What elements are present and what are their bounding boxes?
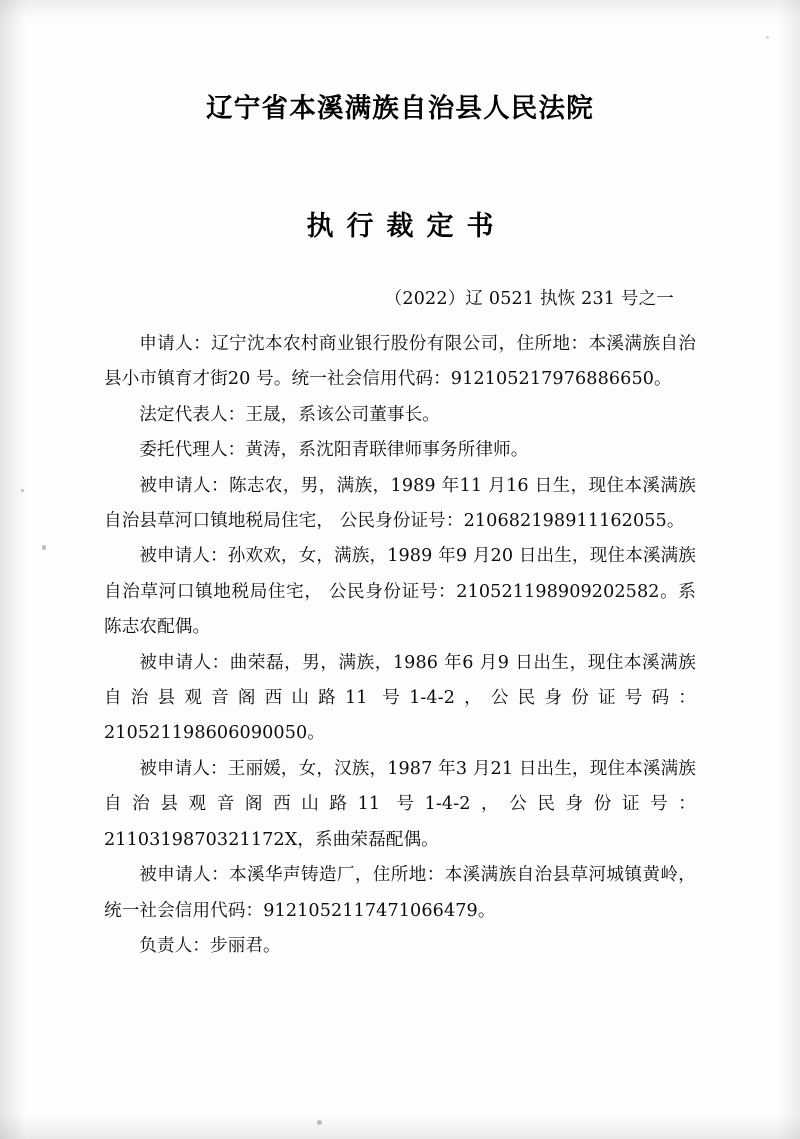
paragraph: 被申请人：孙欢欢，女，满族，1989 年9 月20 日出生，现住本溪满族自治草河口镇地税局住宅， 公民身份证号：210521198909202582。系陈志农配偶。 <box>104 546 696 638</box>
paragraph: 委托代理人：黄涛，系沈阳青联律师事务所律师。 <box>139 440 529 461</box>
scan-speck <box>21 489 24 492</box>
scan-speck <box>317 1120 322 1125</box>
paragraph: 被申请人：王丽媛，女，汉族，1987 年3 月21 日出生，现住本溪满族自治县观音阁西山路11 号1-4-2，公民身份证号：2110319870321172X，系曲荣磊配偶。 <box>104 758 696 850</box>
paragraph: 法定代表人：王晟，系该公司董事长。 <box>139 404 440 425</box>
paragraph: 被申请人：曲荣磊，男，满族，1986 年6 月9 日出生，现住本溪满族自治县观音阁西山路11 号1-4-2，公民身份证号码：210521198606090050。 <box>104 652 696 744</box>
paragraph: 申请人：辽宁沈本农村商业银行股份有限公司，住所地：本溪满族自治县小市镇育才街20 号。统一社会信用代码：912105217976886650。 <box>104 334 696 390</box>
paragraph: 被申请人：陈志农，男，满族，1989 年11 月16 日生，现住本溪满族自治县草河口镇地税局住宅， 公民身份证号：210682198911162055。 <box>104 475 696 532</box>
court-title: 辽宁省本溪满族自治县人民法院 <box>206 93 594 124</box>
paragraph: 被申请人：本溪华声铸造厂，住所地：本溪满族自治县草河城镇黄岭，统一社会信用代码：9121052117471066479。 <box>104 865 696 921</box>
case-number: （2022）辽 0521 执恢 231 号之一 <box>384 289 674 309</box>
scan-speck <box>42 545 46 550</box>
document-title: 执行裁定书 <box>306 211 507 242</box>
scan-shadow-top <box>0 0 800 20</box>
scan-speck <box>766 36 769 39</box>
scan-shadow-bottom <box>0 1115 800 1139</box>
scan-shadow-right <box>778 0 800 1139</box>
scan-shadow-left <box>0 0 26 1139</box>
document-body <box>104 327 696 964</box>
document-content <box>104 86 696 964</box>
paragraph: 负责人：步丽君。 <box>139 935 281 956</box>
